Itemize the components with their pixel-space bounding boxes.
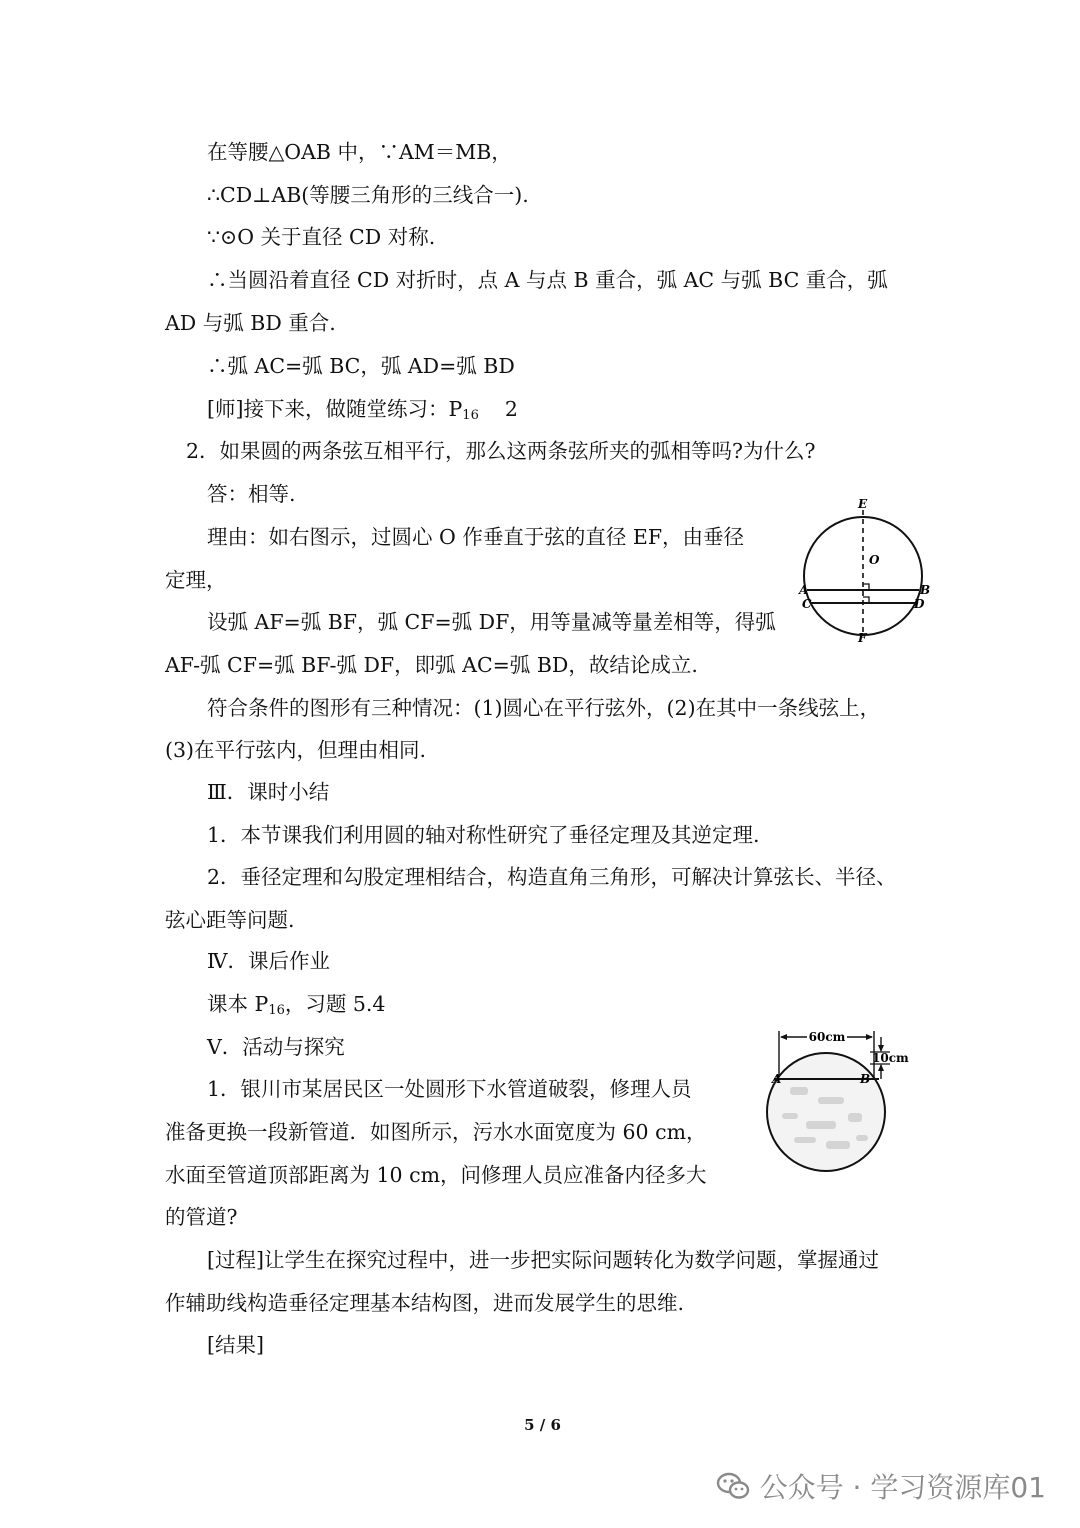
text-line: [结果] <box>207 1333 264 1357</box>
text-line: ∴CD⊥AB(等腰三角形的三线合一). <box>207 183 529 207</box>
homework-line <box>207 990 385 1018</box>
text-line: (3)在平行弦内，但理由相同. <box>165 738 427 762</box>
label-a: A <box>772 1072 782 1086</box>
text-line: [过程]让学生在探究过程中，进一步把实际问题转化为数学问题，掌握通过 <box>207 1248 879 1272</box>
text-line: 的管道? <box>165 1205 238 1229</box>
parallel-chords-figure <box>796 496 936 644</box>
section-heading: Ⅳ．课后作业 <box>207 949 330 973</box>
text-line: 准备更换一段新管道．如图所示，污水水面宽度为 60 cm， <box>165 1120 707 1144</box>
label-c: C <box>802 597 812 611</box>
homework-prefix: 课本 P <box>207 992 269 1016</box>
text-line: 符合条件的图形有三种情况：(1)圆心在平行弦外，(2)在其中一条线弦上， <box>207 696 881 720</box>
text-line: AF-弧 CF=弧 BF-弧 DF，即弧 AC=弧 BD，故结论成立. <box>165 653 698 677</box>
page-number: 5 / 6 <box>524 1416 561 1434</box>
height-label: 10cm <box>872 1051 909 1065</box>
text-line: 作辅助线构造垂径定理基本结构图，进而发展学生的思维. <box>165 1291 685 1315</box>
label-a: A <box>799 583 809 597</box>
section-heading: Ⅲ．课时小结 <box>207 780 330 804</box>
section-heading: Ⅴ．活动与探究 <box>207 1035 345 1059</box>
text-line: ∴弧 AC=弧 BC，弧 AD=弧 BD <box>207 354 515 378</box>
label-o: O <box>869 553 880 567</box>
text-line: 设弧 AF=弧 BF，弧 CF=弧 DF，用等量减等量差相等，得弧 <box>207 610 776 634</box>
text-line: ∵⊙O 关于直径 CD 对称. <box>207 225 436 249</box>
text-line: 水面至管道顶部距离为 10 cm，问修理人员应准备内径多大 <box>165 1163 707 1187</box>
text-line: 定理， <box>165 568 227 592</box>
wechat-icon <box>716 1471 750 1501</box>
text-line: 2．垂径定理和勾股定理相结合，构造直角三角形，可解决计算弦长、半径、 <box>207 865 897 889</box>
text-line: 在等腰△OAB 中，∵AM＝MB， <box>207 140 512 164</box>
practice-suffix: 2 <box>478 397 518 421</box>
text-line: 理由：如右图示，过圆心 O 作垂直于弦的直径 EF，由垂径 <box>207 525 745 549</box>
text-line: 1．银川市某居民区一处圆形下水管道破裂，修理人员 <box>207 1077 692 1101</box>
label-d: D <box>914 597 925 611</box>
label-f: F <box>858 631 867 644</box>
text-line: 弦心距等问题. <box>165 908 295 932</box>
practice-prefix: [师]接下来，做随堂练习：P <box>207 397 463 421</box>
text-line: ∴当圆沿着直径 CD 对折时，点 A 与点 B 重合，弧 AC 与弧 BC 重合，弧 <box>207 268 888 292</box>
text-line: AD 与弧 BD 重合. <box>165 311 336 335</box>
label-b: B <box>920 583 931 597</box>
watermark <box>716 1466 1046 1506</box>
label-e: E <box>858 497 868 511</box>
homework-sub: 16 <box>268 1003 285 1018</box>
watermark-text: 公众号 · 学习资源库01 <box>759 1471 1046 1504</box>
text-line: 2．如果圆的两条弦互相平行，那么这两条弦所夹的弧相等吗?为什么? <box>186 439 816 463</box>
pipe-figure <box>760 1025 920 1173</box>
practice-sub: 16 <box>462 408 479 423</box>
label-b: B <box>860 1072 871 1086</box>
practice-line <box>207 395 518 423</box>
text-line: 答：相等. <box>207 482 296 506</box>
text-line: 1．本节课我们利用圆的轴对称性研究了垂径定理及其逆定理. <box>207 823 760 847</box>
homework-suffix: ，习题 5.4 <box>284 992 386 1016</box>
width-label: 60cm <box>808 1030 846 1044</box>
